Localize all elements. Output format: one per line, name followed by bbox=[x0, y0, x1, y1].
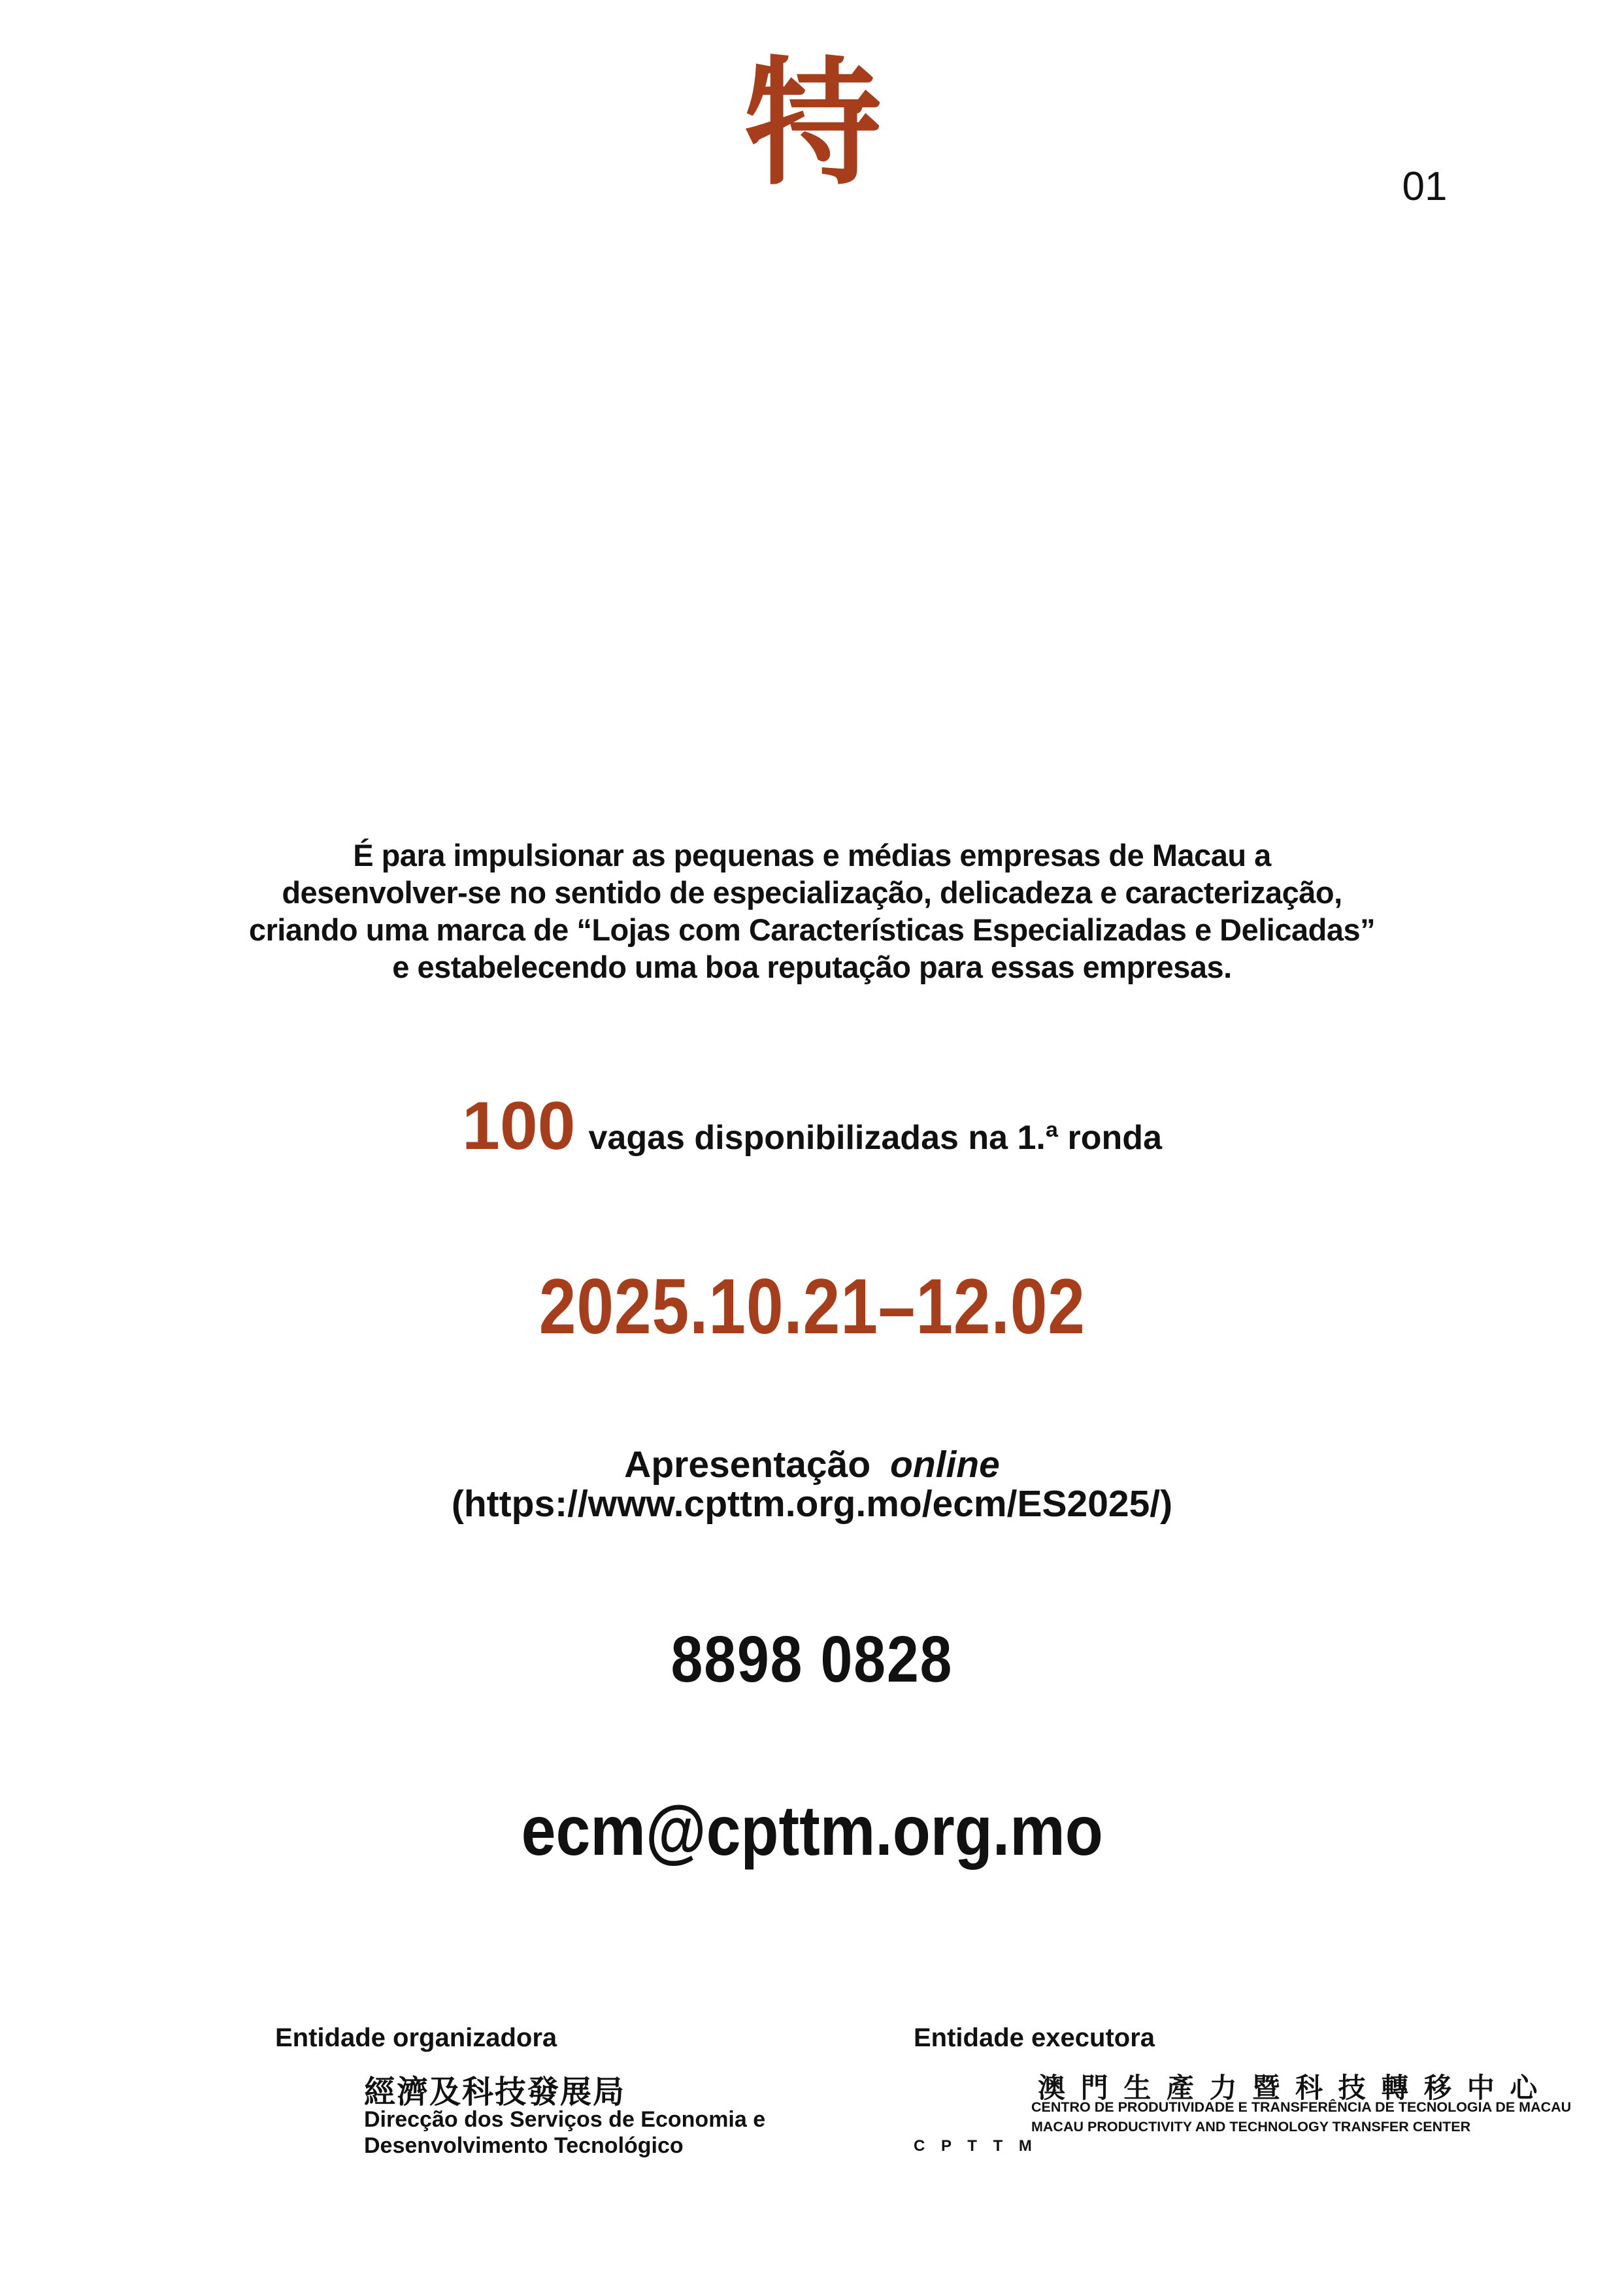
kicker-badge-label: PLANO DE APOIO FINANCEIRO ÀS bbox=[541, 308, 1136, 348]
forma-url: (https://www.cpttm.org.mo/ecm/ES2025/) bbox=[451, 1483, 1173, 1525]
finalidade-paragraph-line: criando uma marca de “Lojas com Características Especializadas e Delicadas” bbox=[248, 912, 1376, 947]
finalidade-paragraph-line: e estabelecendo uma boa reputação para essas empresas. bbox=[392, 950, 1232, 984]
main-title-line2: ESPECIALIZADAS E DELICADAS bbox=[328, 451, 1306, 520]
periodo-dates-row bbox=[0, 1261, 1624, 1352]
forma-line1-online: online bbox=[890, 1444, 1000, 1486]
footer-executora-label: Entidade executora bbox=[914, 2023, 1155, 2052]
vagas-badge-label: NÚMERO DE VAGAS bbox=[667, 1037, 967, 1071]
vagas-number: 100 bbox=[461, 1088, 576, 1164]
cpttm-logo-letters: C P T T M bbox=[914, 2137, 1038, 2155]
vagas-text: vagas disponibilizadas na 1.ª ronda bbox=[588, 1119, 1162, 1157]
periodo-badge-label: PERÍODO DA 1.ª RONDA DE CANDIDATURAS bbox=[499, 1195, 1138, 1229]
vagas-line bbox=[0, 1090, 1624, 1162]
forma-badge-label: FORMA DE CANDIDATURA bbox=[622, 1417, 1012, 1452]
telefone-number: 8898 0828 bbox=[671, 1623, 953, 1696]
finalidade-paragraph-line: desenvolver-se no sentido de especialização, delicadeza e caracterização, bbox=[282, 875, 1342, 910]
correio-badge-label: CORREIO ELECTRÓNICO bbox=[633, 1744, 1003, 1778]
finalidade-badge-label: FINALIDADE bbox=[729, 781, 912, 816]
special-seal-icon: 特 bbox=[744, 47, 882, 201]
telefone-badge-label: TELEFONE DE CONSULTA bbox=[625, 1579, 1009, 1614]
correio-email-row bbox=[0, 1789, 1624, 1871]
finalidade-paragraph-line: É para impulsionar as pequenas e médias empresas de Macau a bbox=[353, 838, 1271, 873]
forma-line1 bbox=[0, 1443, 1624, 1486]
footer-organizadora-name-zh: 經濟及科技發展局 bbox=[364, 2075, 626, 2110]
footer-executora-name-zh: 澳 門 生 產 力 暨 科 技 轉 移 中 心 bbox=[1038, 2072, 1542, 2103]
footer-organizadora-name-pt1: Direcção dos Serviços de Economia e bbox=[364, 2107, 766, 2132]
footer-organizadora-name-pt2: Desenvolvimento Tecnológico bbox=[364, 2133, 684, 2158]
footer-executora-name-en: MACAU PRODUCTIVITY AND TECHNOLOGY TRANSFER CENTER bbox=[1031, 2119, 1471, 2135]
periodo-dates: 2025.10.21–12.02 bbox=[539, 1263, 1085, 1350]
main-title-line1: LOJAS COM CARACTERÍSTICAS bbox=[327, 387, 1306, 456]
correio-email: ecm@cpttm.org.mo bbox=[521, 1791, 1103, 1870]
footer-organizadora-label: Entidade organizadora bbox=[275, 2023, 557, 2052]
forma-line1-prefix: Apresentação bbox=[624, 1444, 871, 1486]
page-number: 01 bbox=[1402, 164, 1448, 209]
footer-executora-name-pt: CENTRO DE PRODUTIVIDADE E TRANSFERÊNCIA DE TECNOLOGIA DE MACAU bbox=[1031, 2099, 1572, 2115]
qr-website-label: WEBSITE bbox=[238, 1631, 362, 1659]
qr-regulamento-label: REGULAMENTO bbox=[1229, 1631, 1415, 1658]
